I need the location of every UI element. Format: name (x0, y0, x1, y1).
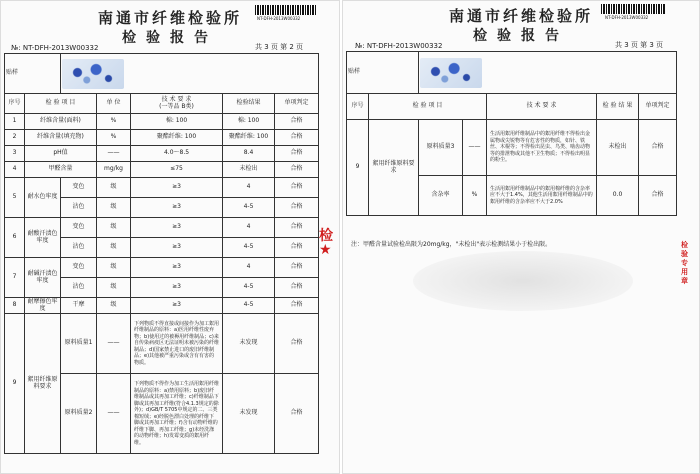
row-sub: 沾色 (61, 238, 97, 258)
header-req (131, 94, 223, 114)
row-req: ≥3 (131, 218, 223, 238)
sample-label: 贴样 (5, 54, 61, 94)
row-item: 甲醛含量 (25, 162, 97, 178)
row-sub: 变色 (61, 258, 97, 278)
row-item: 纤维含量(面料) (25, 114, 97, 130)
row-unit: 级 (97, 238, 131, 258)
header-req: 技 术 要 求 (487, 94, 597, 120)
table-row (5, 146, 319, 162)
row-result: 4-5 (223, 278, 275, 298)
row-unit: 级 (97, 198, 131, 218)
sample-swatch-cell (61, 54, 319, 94)
row-result: 未检出 (597, 120, 639, 176)
row-sub: 含杂率 (419, 176, 463, 216)
page-info: 共 3 页 第 3 页 (615, 41, 664, 49)
row-judge: 合格 (639, 120, 677, 176)
row-unit: 级 (97, 258, 131, 278)
row-judge: 合格 (275, 130, 319, 146)
row-item: 絮用纤维原料要求 (369, 120, 419, 216)
row-unit: —— (97, 146, 131, 162)
row-req: 下列物质不得作为加工生活用絮用纤维制品的原料：a)禁用原料；b)废旧纤维制品或其再加工纤维；c)纤维制品下脚或其再加工纤维(符合4.1.3规定的除外)；d)GB/T 5705中规定的二、三类棉短绒；e)经脱色漂白处理的纤维下脚或其再加工纤维；f)含有动物纤维的纤维下脚、再加工纤维；g)未经洗涤的动物纤维；h)发霉变质的絮用纤维。 (131, 374, 223, 454)
row-judge: 合格 (275, 298, 319, 314)
row-no: 7 (5, 258, 25, 298)
row-judge: 合格 (275, 238, 319, 258)
table-row (5, 298, 319, 314)
row-item: 纤维含量(填充物) (25, 130, 97, 146)
fabric-sample-image (420, 58, 482, 88)
report-title: 检验报告 (122, 30, 218, 46)
row-item: 耐水色牢度 (25, 178, 61, 218)
barcode-text: NT-DFH-2013W00332 (605, 15, 649, 20)
row-result: 棉: 100 (223, 114, 275, 130)
row-judge: 合格 (275, 278, 319, 298)
row-result: 未发现 (223, 314, 275, 374)
report-page-3 (342, 0, 700, 474)
table-row (347, 120, 677, 176)
row-result: 4-5 (223, 198, 275, 218)
row-judge: 合格 (275, 146, 319, 162)
row-item: 耐酸汗渍色牢度 (25, 218, 61, 258)
row-item: 絮用纤维原料要求 (25, 314, 61, 454)
row-unit: —— (463, 120, 487, 176)
row-req: 4.0～8.5 (131, 146, 223, 162)
row-unit: % (97, 114, 131, 130)
fabric-sample-image (62, 59, 124, 89)
footnote: 注：甲醛含量试验检出限为20mg/kg，"未检出"表示检测结果小于检出限。 (351, 241, 552, 248)
row-sub: 沾色 (61, 278, 97, 298)
seal-text: 检 (319, 228, 333, 244)
sample-swatch-cell (419, 52, 677, 94)
seal-impression-shadow (413, 251, 633, 311)
header-judge: 单项判定 (275, 94, 319, 114)
row-no: 4 (5, 162, 25, 178)
row-unit: % (463, 176, 487, 216)
row-req: ≥3 (131, 178, 223, 198)
table-row (5, 162, 319, 178)
row-no: 2 (5, 130, 25, 146)
results-table (346, 51, 677, 216)
table-row (5, 314, 319, 374)
row-item: pH值 (25, 146, 97, 162)
row-unit: 级 (97, 178, 131, 198)
row-req: 棉: 100 (131, 114, 223, 130)
table-row (5, 130, 319, 146)
row-sub: 干摩 (61, 298, 97, 314)
header-unit: 单 位 (97, 94, 131, 114)
barcode-text: NT-DFH-2013W00332 (257, 16, 301, 21)
report-title: 检验报告 (473, 28, 569, 44)
header-req-label: 技 术 要 求 (161, 95, 192, 103)
row-req: 生活用絮用纤维制品中的絮用棉纤维的含杂率应不大于1.4%，其他生活用絮用纤维制品中的絮用纤维的含杂率应不大于2.0% (487, 176, 597, 216)
table-row (5, 114, 319, 130)
row-no: 5 (5, 178, 25, 218)
row-unit: % (97, 130, 131, 146)
table-row (5, 258, 319, 278)
row-judge: 合格 (275, 198, 319, 218)
report-number: №: NT-DFH-2013W00332 (355, 42, 443, 50)
row-judge: 合格 (275, 178, 319, 198)
header-judge: 单项判定 (639, 94, 677, 120)
table-row (5, 178, 319, 198)
row-no: 9 (347, 120, 369, 216)
row-result: 8.4 (223, 146, 275, 162)
row-no: 6 (5, 218, 25, 258)
header-result: 检验结果 (223, 94, 275, 114)
report-page-2 (0, 0, 340, 474)
row-no: 9 (5, 314, 25, 454)
header-seq: 序号 (347, 94, 369, 120)
row-sub: 原料质量3 (419, 120, 463, 176)
row-judge: 合格 (275, 258, 319, 278)
row-item: 耐碱汗渍色牢度 (25, 258, 61, 298)
row-result: 未发现 (223, 374, 275, 454)
row-result: 4 (223, 218, 275, 238)
row-req: 下列物质不得直接或间接作为加工絮用纤维制品的原料：a)医用纤维性废弃物；b)使用过的被褥用纤维制品；c)来自传染病疫区无法证明未被污染的纤维制品；d)国家禁止进口的废旧纤维制品；e)其他被严重污染或含有有害的物质。 (131, 314, 223, 374)
row-req: ≥3 (131, 298, 223, 314)
row-judge: 合格 (275, 162, 319, 178)
row-sub: 原料质量1 (61, 314, 97, 374)
row-result: 0.0 (597, 176, 639, 216)
header-item: 检 验 项 目 (25, 94, 97, 114)
header-seq: 序号 (5, 94, 25, 114)
row-unit: mg/kg (97, 162, 131, 178)
row-judge: 合格 (275, 114, 319, 130)
row-unit: 级 (97, 298, 131, 314)
institute-name: 南通市纤维检验所 (97, 9, 242, 27)
row-no: 3 (5, 146, 25, 162)
row-judge: 合格 (275, 314, 319, 374)
row-req: ≥3 (131, 258, 223, 278)
official-seal-right: 检验专用章 (681, 241, 688, 285)
header-result: 检 验 结 果 (597, 94, 639, 120)
row-result: 4 (223, 178, 275, 198)
row-unit: 级 (97, 278, 131, 298)
row-result: 未检出 (223, 162, 275, 178)
row-req: ≥3 (131, 198, 223, 218)
row-judge: 合格 (639, 176, 677, 216)
report-number: №: NT-DFH-2013W00332 (11, 44, 99, 52)
row-result: 4 (223, 258, 275, 278)
row-req: ≥3 (131, 278, 223, 298)
row-result: 4-5 (223, 298, 275, 314)
row-no: 1 (5, 114, 25, 130)
row-unit: 级 (97, 218, 131, 238)
row-sub: 变色 (61, 178, 97, 198)
header-item: 检 验 项 目 (369, 94, 487, 120)
row-result: 4-5 (223, 238, 275, 258)
row-sub: 沾色 (61, 198, 97, 218)
row-req: ≥3 (131, 238, 223, 258)
sample-label: 贴样 (347, 52, 419, 94)
page-info: 共 3 页 第 2 页 (255, 43, 304, 51)
row-req: 聚酯纤维: 100 (131, 130, 223, 146)
row-req: ≤75 (131, 162, 223, 178)
row-sub: 变色 (61, 218, 97, 238)
results-table (4, 53, 319, 454)
row-judge: 合格 (275, 374, 319, 454)
row-judge: 合格 (275, 218, 319, 238)
row-item: 耐摩擦色牢度 (25, 298, 61, 314)
row-no: 8 (5, 298, 25, 314)
row-req: 生活用絮用纤维制品中的絮用纤维不得检出金属物或尖锐物等有危害性的物质，如针、铁丝、木棍等；不得检出昆虫、鸟类、啮齿动物等的排泄物或其他不卫生物质；不得检出明显的粉尘。 (487, 120, 597, 176)
header-req-sub: (一等品 B类) (159, 102, 194, 110)
row-result: 聚酯纤维: 100 (223, 130, 275, 146)
official-seal-fragment: 检 ★ (319, 228, 333, 258)
table-row (5, 218, 319, 238)
row-unit: —— (97, 374, 131, 454)
row-unit: —— (97, 314, 131, 374)
institute-name: 南通市纤维检验所 (448, 7, 593, 25)
row-sub: 原料质量2 (61, 374, 97, 454)
